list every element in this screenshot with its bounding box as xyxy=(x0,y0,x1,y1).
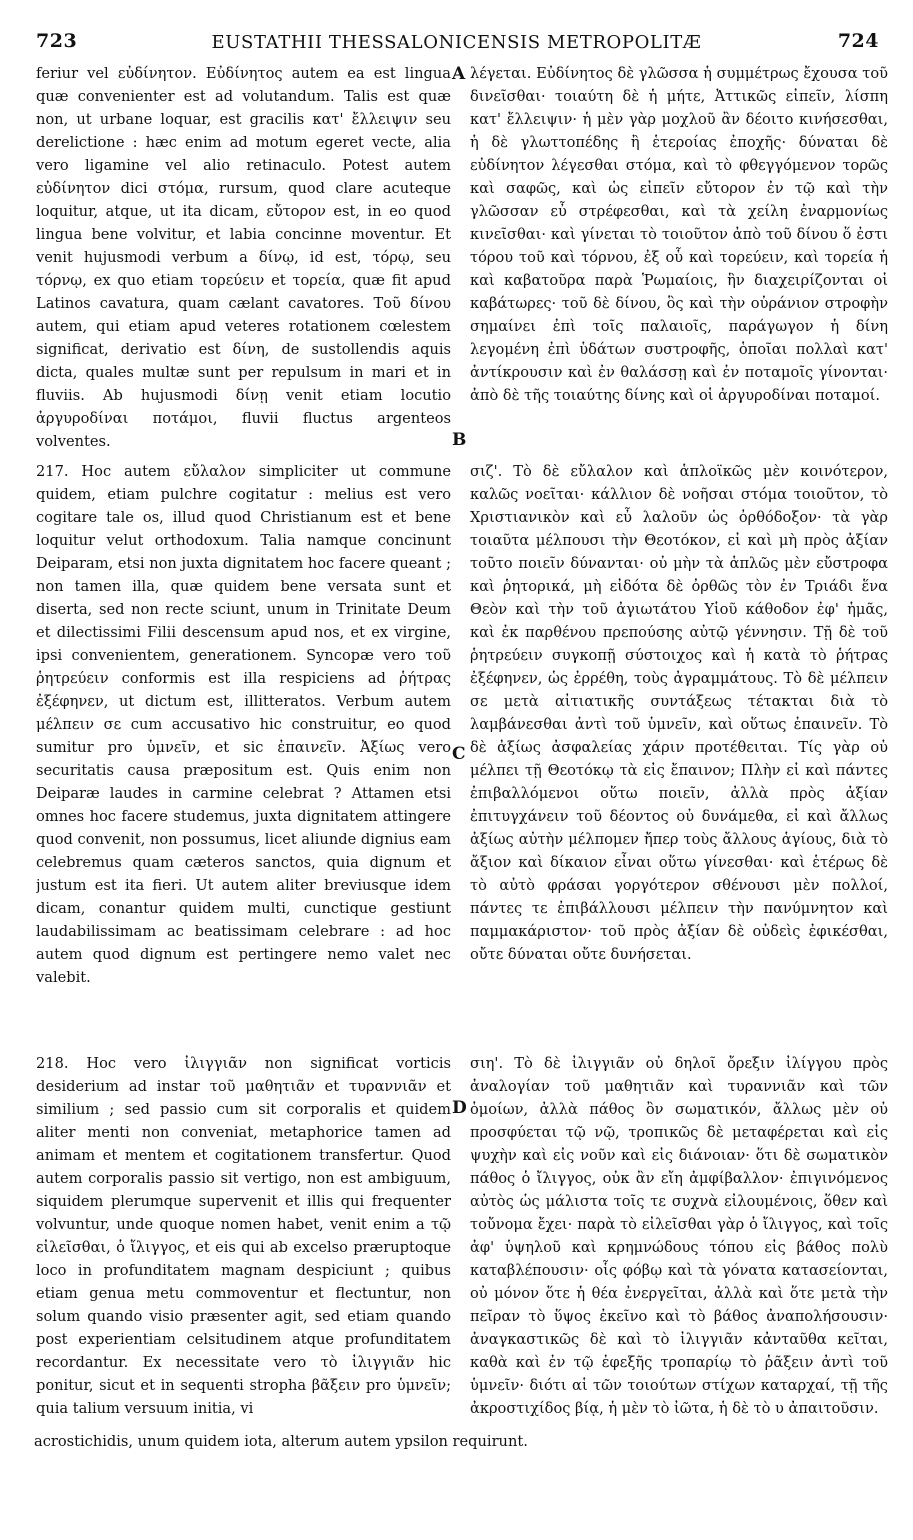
greek-paragraph-218 xyxy=(470,1052,888,1420)
running-title: EUSTATHII THESSALONICENSIS METROPOLITÆ xyxy=(211,32,702,53)
margin-marker-d: D xyxy=(452,1098,467,1118)
latin-paragraph-text: 218. Hoc vero ἰλιγγιᾶν non significat vorticis desiderium ad instar τοῦ μαθητιᾶν et τυραννιᾶν et similium ; sed passio cum sit corporalis et quidem aliter menti non conveniat, metaphorice tamen ad animam et mentem et cogitationem transfertur. Quod autem corporalis passio sit vertigo, non est ambiguum, siquidem plerumque supervenit et illis qui frequenter volvuntur, unde quoque nomen habet, venit enim a τῷ εἰλεῖσθαι, ὁ ἴλιγγος, et eis qui ab excelso præruptoque loco in profunditatem magnam despiciunt ; quibus etiam genua metu commoventur et flectuntur, non solum quando visio præsenter agit, sed etiam quando post experientiam celsitudinem atque profunditatem recordantur. Ex necessitate vero τὸ ἰλιγγιᾶν hic ponitur, sicut et in sequenti stropha βᾶξειν pro ὑμνεῖν; quia talium versuum initia, vi xyxy=(36,1055,451,1417)
page-number-left: 723 xyxy=(36,30,78,52)
latin-final-line: acrostichidis, unum quidem iota, alterum autem ypsilon requirunt. xyxy=(34,1433,528,1450)
latin-paragraph-216 xyxy=(36,62,451,453)
latin-paragraph-217 xyxy=(36,460,451,1044)
greek-paragraph-text: λέγεται. Εὐδίνητος δὲ γλῶσσα ἡ συμμέτρως ἔχουσα τοῦ δινεῖσθαι· τοιαύτη δὲ ἡ μήτε, Ἀττικῶς εἰπεῖν, λίσπη κατ' ἔλλειψιν· ἡ μὲν γὰρ μοχλοῦ ἂν δέοιτο κινήσεσθαι, ἡ δὲ γλωττοπέδης ἢ ἑτεροίας ἐποχῆς· δύναται δὲ εὐδίνητον λέγεσθαι στόμα, καὶ τὸ φθεγγόμενον τορῶς καὶ σαφῶς, καὶ ὡς εἰπεῖν εὔτορον ἐν τῷ καὶ τὴν γλῶσσαν εὖ στρέφεσθαι, καὶ τὰ χείλη ἐναρμονίως κινεῖσθαι· καὶ γίνεται τὸ τοιοῦτον ἀπὸ τοῦ δίνου ὅ ἐστι τόρου τοῦ καὶ τόρνου, ἐξ οὗ καὶ τορεύειν, καὶ τορεία ἡ καὶ καβατοῦρα παρὰ Ῥωμαίοις, ἣν διαχειρίζονται οἱ καβάτωρες· τοῦ δὲ δίνου, ὃς καὶ τὴν οὐράνιον στροφὴν σημαίνει ἐπὶ τοῖς παλαιοῖς, παράγωγον ἡ δίνη λεγομένη ἐπὶ ὑδάτων συστροφῆς, ὁποῖαι πολλαὶ κατ' ἀντίκρουσιν καὶ ἐν θαλάσσῃ καὶ ἐν ποταμοῖς γίνονται· ἀπὸ δὲ τῆς τοιαύτης δίνης καὶ οἱ ἀργυροδίναι ποταμοί. xyxy=(470,65,888,404)
greek-paragraph-text: σιζ'. Τὸ δὲ εὔλαλον καὶ ἁπλοϊκῶς μὲν κοινότερον, καλῶς νοεῖται· κάλλιον δὲ νοῆσαι στόμα τοιοῦτον, τὸ Χριστιανικὸν καὶ εὖ λαλοῦν ὡς ὀρθόδοξον· τὰ γὰρ τοιαῦτα μέλπουσι τὴν Θεοτόκον, εἰ καὶ μὴ πρὸς ἀξίαν τοῦτο ποιεῖν δύνανται· οὐ μὴν τὰ ἁπλῶς μὲν εὔστροφα καὶ ῥητορικά, μὴ εἰδότα δὲ ὀρθῶς τὸν ἐν Τριάδι ἕνα Θεὸν καὶ τὴν τοῦ ἀγιωτάτου Υἱοῦ κάθοδον ἐφ' ἡμᾶς, καὶ ἐκ παρθένου πρεπούσης αὐτῷ γέννησιν. Τῇ δὲ τοῦ ῥητρεύειν συγκοπῇ σύστοιχος καὶ ἡ κατὰ τὸ ῥήτρας ἐξέφηνεν, ὡς ἐρρέθη, τοὺς ἀγραμμάτους. Τὸ δὲ μέλπειν σε μετὰ αἰτιατικῆς συντάξεως τέτακται διὰ τὸ λαμβάνεσθαι ἀντὶ τοῦ ὑμνεῖν, καὶ οὕτως ἐπαινεῖν. Τὸ δὲ ἀξίως ἀσφαλείας χάριν προτέθειται. Τίς γὰρ οὐ μέλπει τῇ Θεοτόκῳ τὰ εἰς ἔπαινον; Πλὴν εἰ καὶ πάντες ἐπιβαλλόμενοι οὕτω ποιεῖν, ἀλλὰ πρὸς ἀξίαν ἐπιτυγχάνειν τοῦ δέοντος οὐ δυνάμεθα, εἰ καὶ ἄλλως ἀξίως αὐτὴν μέλπομεν ἤπερ τοὺς ἄλλους ἁγίους, διὰ τὸ ἄξιον καὶ δίκαιον εἶναι οὕτω γίνεσθαι· καὶ ἑτέρως δὲ τὸ αὐτὸ φράσαι γοργότερον σθένουσι μὲν πολλοί, πάντες τε ἐπιβάλλουσι μέλπειν τὴν πανύμνητον καὶ παμμακάριστον· τοῦ πρὸς ἀξίαν δὲ οὐδεὶς ἐφικέσθαι, οὔτε δύναται οὔτε δυνήσεται. xyxy=(470,463,888,963)
margin-marker-b: B xyxy=(452,430,467,450)
margin-marker-c: C xyxy=(452,744,466,764)
latin-paragraph-text: feriur vel εὐδίνητον. Εὐδίνητος autem ea est lingua quæ convenienter est ad volutandum. Talis est quæ non, ut urbane loquar, est gracilis κατ' ἔλλειψιν seu derelictione : hæc enim ad motum egeret vecte, alia vero ligamine vel alio retinaculo. Potest autem εὐδίνητον dici στόμα, rursum, quod clare acuteque loquitur, atque, ut ita dicam, εὔτορον est, in eo quod lingua bene volvitur, et labia concinne moventur. Et venit hujusmodi verbum a δίνῳ, id est, τόρῳ, seu τόρνῳ, ex quo etiam τορεύειν et τορεία, quæ fit apud Latinos cavatura, quam cælant cavatores. Τοῦ δίνου autem, qui etiam apud veteres rotationem cœlestem significat, derivatio est δίνη, de sustollendis aquis dicta, quales multæ sunt per repulsum in mari et in fluviis. Ab hujusmodi δίνῃ venit etiam locutio ἀργυροδίναι ποτάμοι, fluvii fluctus argenteos volventes. xyxy=(36,65,451,450)
running-header xyxy=(30,30,883,60)
latin-paragraph-text: 217. Hoc autem εὔλαλον simpliciter ut commune quidem, etiam pulchre cogitatur : melius est vero cogitare tale os, illud quod Christianum est et bene loquitur velut orthodoxum. Talia namque concinunt Deiparam, etsi non juxta dignitatem hoc facere queant ; non tamen illa, quæ quidem bene versata sunt et diserta, sed non recte sciunt, unum in Trinitate Deum et dilectissimi Filii descensum apud nos, et ex virgine, ipsi convenientem, generationem. Syncopæ vero τοῦ ῥητρεύειν conformis est illa respiciens ad ῥήτρας ἐξέφηνεν, ut dictum est, illitteratos. Verbum autem μέλπειν σε cum accusativo hic construitur, eo quod sumitur pro ὑμνεῖν, et sic ἐπαινεῖν. Ἀξίως vero securitatis causa præpositum est. Quis enim non Deiparæ laudes in carmine celebrat ? Attamen etsi omnes hoc facere studemus, juxta dignitatem attingere quod convenit, non possumus, licet aliunde dignius eam celebremus quam cæteros sanctos, quia dignum et justum est ita fieri. Ut autem aliter breviusque idem dicam, conantur quidem multi, cunctique gestiunt laudabilissimam ac beatissimam celebrare : ad hoc autem quod dignum est pertingere nemo valet nec valebit. xyxy=(36,463,451,986)
margin-marker-a: A xyxy=(452,64,466,84)
greek-paragraph-216 xyxy=(470,62,888,407)
greek-paragraph-text: σιη'. Τὸ δὲ ἰλιγγιᾶν οὐ δηλοῖ ὄρεξιν ἰλίγγου πρὸς ἀναλογίαν τοῦ μαθητιᾶν καὶ τυραννιᾶν καὶ τῶν ὁμοίων, ἀλλὰ πάθος ὂν σωματικόν, ἄλλως μὲν οὐ προσφύεται τῷ νῷ, τροπικῶς δὲ μεταφέρεται καὶ εἰς ψυχὴν καὶ εἰς νοῦν καὶ εἰς διάνοιαν· ὅτι δὲ σωματικὸν πάθος ὁ ἴλιγγος, οὐκ ἂν εἴη ἀμφίβαλλον· ἐπιγινόμενος αὐτὸς ὡς μάλιστα τοῖς τε συχνὰ εἰλουμένοις, ὅθεν καὶ τοὔνομα ἔχει· παρὰ τὸ εἰλεῖσθαι γὰρ ὁ ἴλιγγος, καὶ τοῖς ἀφ' ὑψηλοῦ καὶ κρημνώδους τόπου εἰς βάθος πολὺ καταβλέπουσιν· οἷς φόβῳ καὶ τὰ γόνατα κατασείονται, οὐ μόνον ὅτε ἡ θέα ἐνεργεῖται, ἀλλὰ καὶ ὅτε μετὰ τὴν πεῖραν τὸ ὕψος ἐκεῖνο καὶ τὸ βάθος ἀναπολήσουσιν· ἀναγκαστικῶς δὲ καὶ τὸ ἰλιγγιᾶν κἀνταῦθα κεῖται, καθὰ καὶ ἐν τῷ ἐφεξῆς τροπαρίῳ τὸ ῥᾶξειν ἀντὶ τοῦ ὑμνεῖν· διότι αἱ τῶν τοιούτων στίχων καταρχαί, τῇ τῆς ἀκροστιχίδος βίᾳ, ἡ μὲν τὸ ἰῶτα, ἡ δὲ τὸ υ ἀπαιτοῦσιν. xyxy=(470,1055,888,1417)
page-number-right: 724 xyxy=(837,30,879,52)
greek-paragraph-217 xyxy=(470,460,888,1012)
latin-paragraph-218 xyxy=(36,1052,451,1430)
